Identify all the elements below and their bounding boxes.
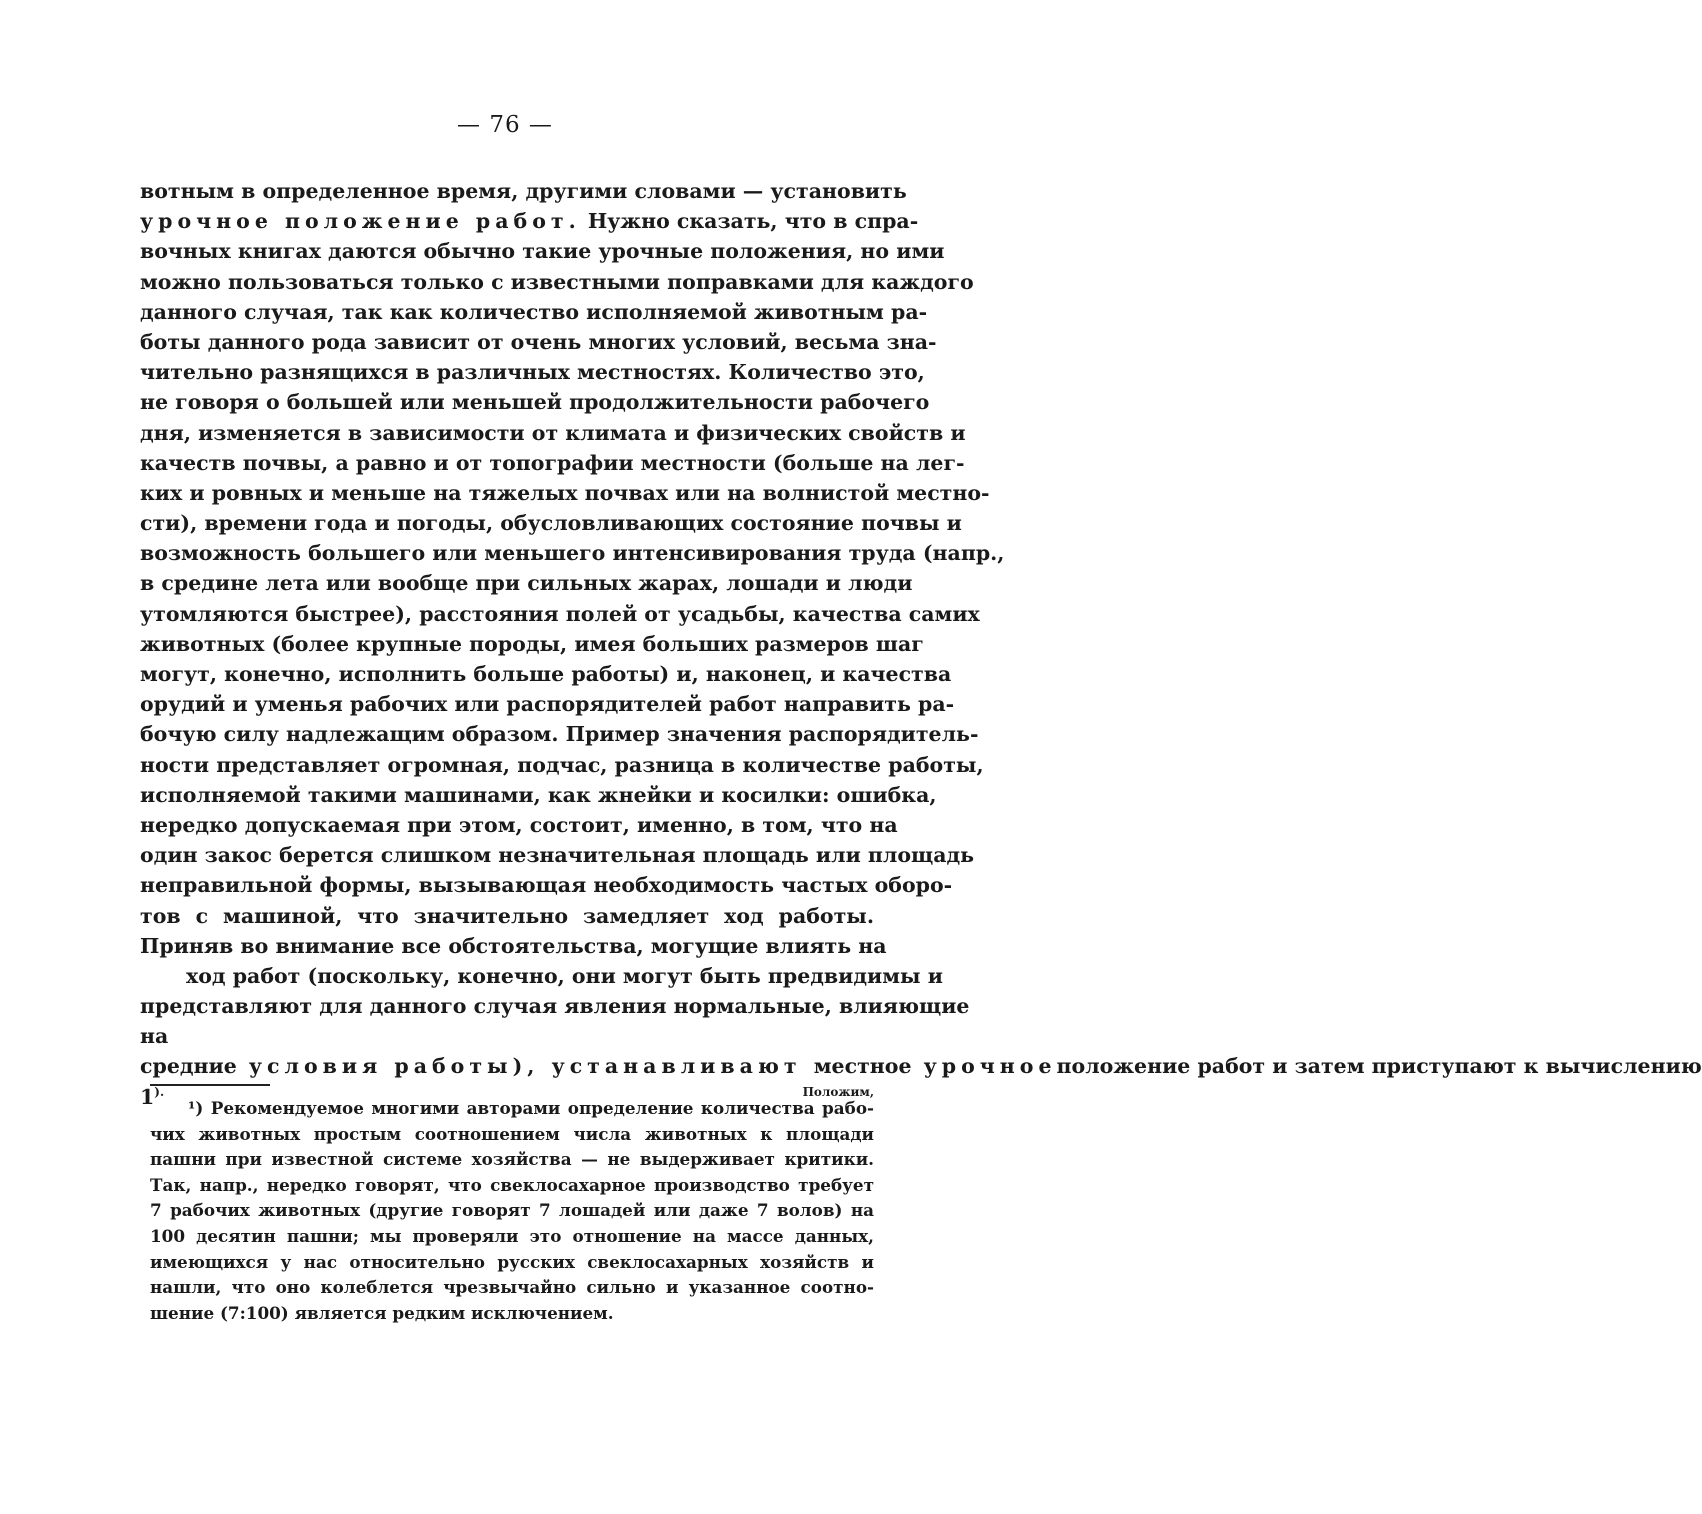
- text-line: тов с машиной, что значительно замедляет ход работы.: [140, 903, 874, 928]
- spaced-term: урочное: [911, 1054, 1057, 1079]
- text-line: ход работ (поскольку, конечно, они могут быть предвидимы и: [186, 963, 943, 988]
- text-line: возможность большего или меньшего интенсивирования труда (напр.,: [140, 541, 1005, 566]
- text-line: чительно разнящихся в различных местностях. Количество это,: [140, 360, 925, 385]
- text-fragment: средние: [140, 1054, 237, 1079]
- text-line: не говоря о большей или меньшей продолжительности рабочего: [140, 390, 930, 415]
- text-line: на: [140, 1024, 169, 1049]
- text-line: ких и ровных и меньше на тяжелых почвах или на волнистой местно-: [140, 480, 990, 505]
- text-line: Приняв во внимание все обстоятельства, могущие влиять на: [140, 933, 887, 958]
- spaced-term: урочное положение работ.: [140, 209, 581, 234]
- text-line: один закос берется слишком незначительная площадь или площадь: [140, 843, 975, 868]
- text-line: бочую силу надлежащим образом. Пример значения распорядитель-: [140, 722, 979, 747]
- spaced-term: условия работы), устанавливают: [236, 1054, 814, 1079]
- footnote-separator: [150, 1084, 270, 1086]
- footnote-line: пашни при известной системе хозяйства — не выдерживает критики.: [150, 1149, 874, 1170]
- text-line: ности представляет огромная, подчас, разница в количестве работы,: [140, 752, 984, 777]
- text-line: боты данного рода зависит от очень многих условий, весьма зна-: [140, 329, 937, 354]
- footnote-line: нашли, что оно колеблется чрезвычайно сильно и указанное соотно-: [150, 1277, 874, 1298]
- main-text: [140, 176, 1702, 1112]
- text-line: исполняемой такими машинами, как жнейки и косилки: ошибка,: [140, 782, 937, 807]
- text-line: в средине лета или вообще при сильных жарах, лошади и люди: [140, 571, 913, 596]
- text-line: неправильной формы, вызывающая необходимость частых оборо-: [140, 873, 953, 898]
- footnote-line: чих животных простым соотношением числа животных к площади: [150, 1123, 874, 1144]
- footnote-line: имеющихся у нас относительно русских свеклосахарных хозяйств и: [150, 1251, 874, 1272]
- text-line: могут, конечно, исполнить больше работы) и, наконец, и качества: [140, 662, 952, 686]
- footnote-line: Так, напр., нередко говорят, что свеклосахарное производство требует: [150, 1174, 874, 1195]
- text-line: качеств почвы, а равно и от топографии местности (больше на лег-: [140, 450, 965, 475]
- footnote: [150, 1096, 874, 1326]
- page-number: — 76 —: [457, 112, 553, 138]
- footnote-line: 100 десятин пашни; мы проверяли это отношение на массе данных,: [150, 1225, 874, 1246]
- text-line: сти), времени года и погоды, обусловливающих состояние почвы и: [140, 511, 962, 536]
- text-line: нередко допускаемая при этом, состоит, именно, в том, что на: [140, 812, 898, 837]
- text-fragment: положение работ и затем приступают к вычислению: [1056, 1054, 1702, 1079]
- footnote-line: шение (7:100) является редким исключением.: [150, 1302, 614, 1323]
- text-line: данного случая, так как количество исполняемой животным ра-: [140, 299, 928, 324]
- text-line: утомляются быстрее), расстояния полей от усадьбы, качества самих: [140, 601, 980, 626]
- text-line: представляют для данного случая явления нормальные, влияющие: [140, 994, 970, 1019]
- footnote-ref[interactable]: ). Положим,: [154, 1084, 874, 1099]
- text-line: орудий и уменья рабочих или распорядителей работ направить ра-: [140, 692, 955, 717]
- text-fragment: местное: [813, 1054, 912, 1079]
- text-line: животных (более крупные породы, имея больших размеров шаг: [140, 631, 924, 656]
- text-fragment: Нужно сказать, что в спра-: [580, 209, 919, 234]
- text-line: вочных книгах даются обычно такие урочные положения, но ими: [140, 239, 945, 264]
- text-line: [140, 206, 919, 236]
- text-fragment: 1: [140, 1084, 155, 1109]
- footnote-line: 7 рабочих животных (другие говорят 7 лошадей или даже 7 волов) на: [150, 1200, 874, 1221]
- footnote-line: ¹) Рекомендуемое многими авторами определение количества рабо-: [188, 1098, 874, 1118]
- text-line: вотным в определенное время, другими словами — установить: [140, 179, 907, 203]
- text-line: дня, изменяется в зависимости от климата и физических свойств и: [140, 420, 966, 445]
- text-line: [140, 1051, 1702, 1081]
- text-line: можно пользоваться только с известными поправками для каждого: [140, 269, 974, 294]
